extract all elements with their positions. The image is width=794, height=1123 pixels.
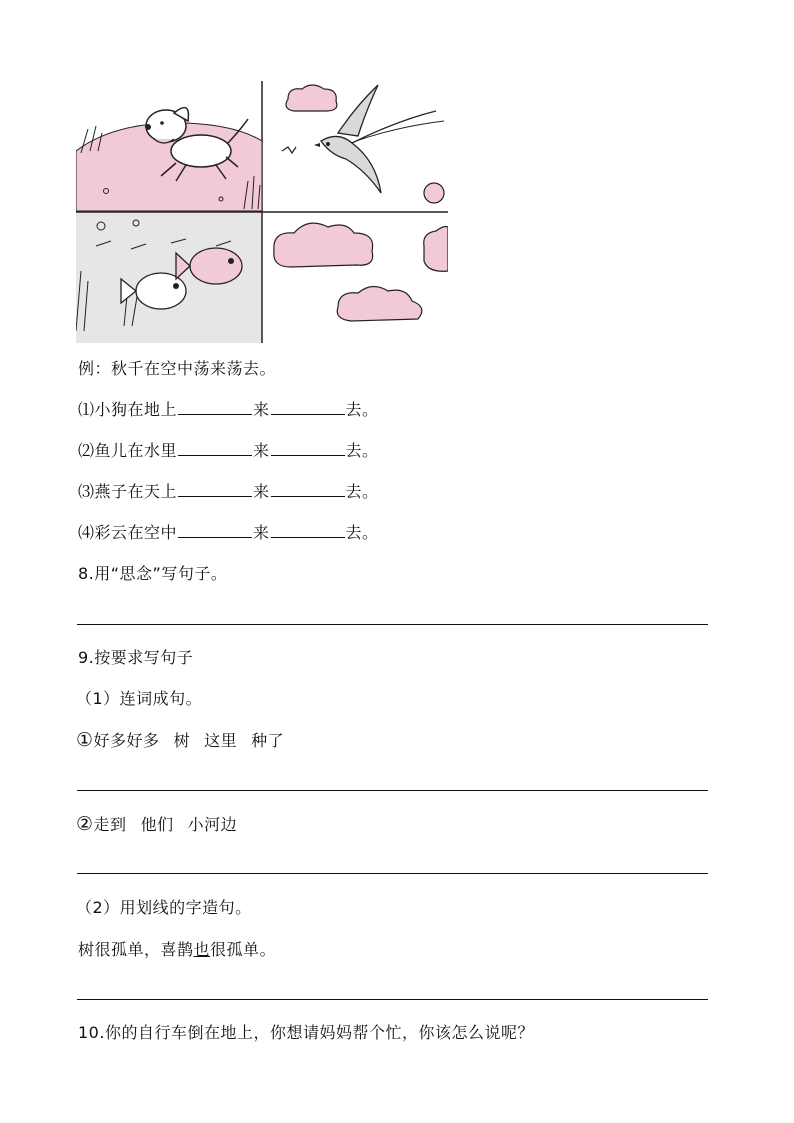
word-chip: 这里: [204, 731, 238, 750]
word-item-1: [76, 730, 284, 751]
fill-item-1: [78, 400, 379, 420]
blank-field[interactable]: [178, 523, 252, 538]
question-9-title: 9.按要求写句子: [78, 648, 194, 667]
answer-line[interactable]: [77, 624, 708, 625]
fill-item-prefix: ⑵鱼儿在水里: [78, 441, 178, 460]
swallow-panel: [282, 85, 444, 203]
fill-item-mid: 来: [253, 400, 270, 419]
fish-panel: [76, 213, 261, 343]
fill-item-prefix: ⑶燕子在天上: [78, 482, 178, 501]
word-item-2: [76, 814, 237, 835]
fill-item-suffix: 去。: [345, 482, 379, 501]
part2-title: （2）用划线的字造句。: [76, 898, 252, 917]
word-chip: 种了: [251, 731, 285, 750]
question-8: 8.用“思念”写句子。: [78, 564, 228, 583]
blank-field[interactable]: [178, 441, 252, 456]
fill-item-mid: 来: [253, 482, 270, 501]
fill-item-prefix: ⑷彩云在空中: [78, 523, 178, 542]
fill-item-2: [78, 441, 379, 461]
item-marker: ①: [76, 729, 94, 751]
word-chip: 他们: [140, 815, 174, 834]
fill-item-suffix: 去。: [345, 400, 379, 419]
blank-field[interactable]: [271, 400, 345, 415]
fill-item-mid: 来: [253, 441, 270, 460]
clouds-panel: [274, 223, 448, 321]
fill-item-prefix: ⑴小狗在地上: [78, 400, 178, 419]
fill-item-4: [78, 523, 379, 543]
fill-item-mid: 来: [253, 523, 270, 542]
sentence-after: 很孤单。: [210, 940, 277, 959]
sentence-before: 树很孤单，喜鹊: [78, 940, 194, 959]
fill-item-suffix: 去。: [345, 441, 379, 460]
word-chip: 树: [173, 731, 191, 750]
part1-title: （1）连词成句。: [76, 689, 203, 708]
blank-field[interactable]: [271, 441, 345, 456]
illustration-panels: [76, 81, 448, 343]
blank-field[interactable]: [271, 523, 345, 538]
underlined-word: 也: [193, 940, 211, 959]
fill-item-suffix: 去。: [345, 523, 379, 542]
answer-line[interactable]: [77, 790, 708, 791]
blank-field[interactable]: [271, 482, 345, 497]
dog-panel: [76, 108, 262, 211]
word-chip: 小河边: [187, 815, 238, 834]
question-10: 10.你的自行车倒在地上，你想请妈妈帮个忙，你该怎么说呢？: [78, 1023, 534, 1042]
answer-line[interactable]: [77, 999, 708, 1000]
blank-field[interactable]: [178, 400, 252, 415]
word-chip: 走到: [93, 815, 127, 834]
example-sentence: 例：秋千在空中荡来荡去。: [78, 359, 277, 378]
fill-item-3: [78, 482, 379, 502]
blank-field[interactable]: [178, 482, 252, 497]
word-chip: 好多好多: [93, 731, 160, 750]
answer-line[interactable]: [77, 873, 708, 874]
model-sentence: [78, 940, 276, 960]
item-marker: ②: [76, 813, 94, 835]
